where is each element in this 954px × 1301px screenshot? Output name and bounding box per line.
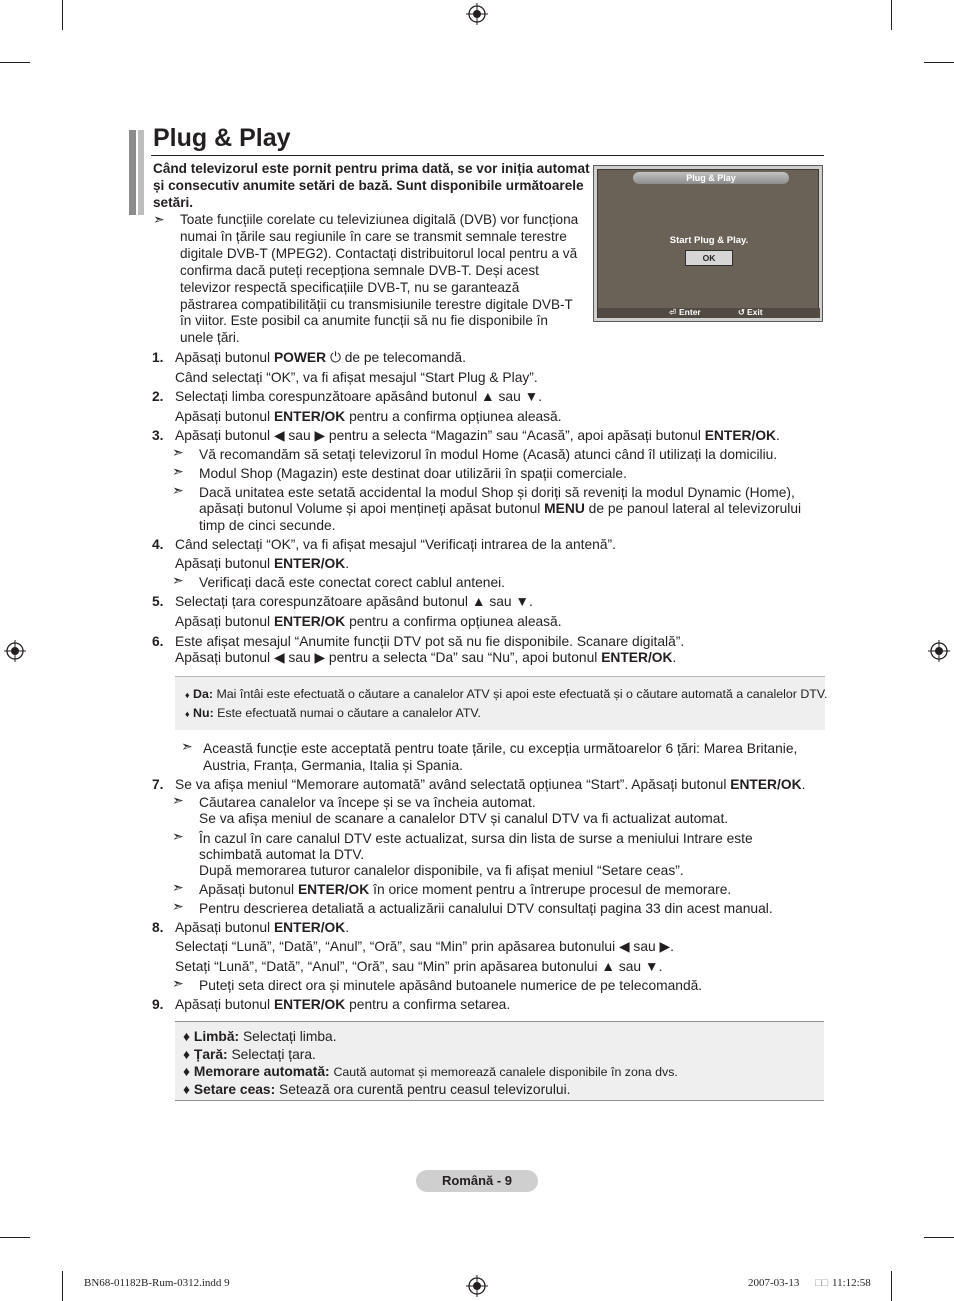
summary-ceas: ♦ Setare ceas: Setează ora curentă pentru ceasul televizorului.	[183, 1082, 571, 1097]
crop-mark	[62, 1271, 63, 1301]
registration-mark-icon	[4, 640, 26, 662]
step-7-note-3: Apăsați butonul ENTER/OK în orice moment pentru a întrerupe procesul de memorare.	[199, 882, 732, 897]
options-box	[175, 676, 828, 730]
step-5-line-2: Apăsați butonul ENTER/OK pentru a confirma opțiunea aleasă.	[175, 614, 562, 629]
step-number: 3.	[152, 428, 164, 443]
bullet-icon: ♦	[183, 1047, 191, 1062]
step-1-line-2: Când selectați “OK”, va fi afișat mesajul “Start Plug & Play”.	[175, 370, 538, 385]
step-8-line-1: Apăsați butonul ENTER/OK.	[175, 920, 350, 935]
note-arrow-icon: ➣	[172, 828, 184, 844]
step-6-note-1b: Austria, Franța, Germania, Italia și Spania.	[203, 758, 463, 773]
option-nu: ♦ Nu: Este efectuată numai o căutare a canalelor ATV.	[185, 706, 481, 720]
osd-screenshot	[593, 165, 823, 322]
step-number: 8.	[152, 920, 164, 935]
bullet-icon: ♦	[183, 1029, 191, 1044]
step-7-line-1: Se va afișa meniul “Memorare automată” având selectată opțiunea “Start”. Apăsați butonul ENTER/OK.	[175, 777, 806, 792]
note-arrow-icon: ➣	[172, 444, 184, 460]
power-icon: ⏻	[329, 350, 341, 365]
step-3-note-1: Vă recomandăm să setați televizorul în modul Home (Acasă) atunci când îl utilizați la domiciliu.	[199, 447, 778, 462]
title-rule	[151, 155, 824, 156]
summary-limba: ♦ Limbă: Selectați limba.	[183, 1029, 337, 1044]
note-arrow-icon: ➣	[172, 463, 184, 479]
step-3-note-3c: timp de cinci secunde.	[199, 518, 336, 533]
bullet-icon: ♦	[185, 690, 190, 700]
step-7-note-2c: După memorarea tuturor canalelor disponibile, va fi afișat meniul “Setare ceas”.	[199, 863, 684, 878]
intro-text: Când televizorul este pornit pentru prima dată, se vor iniția automat și consecutiv anumite setări de bază. Sunt disponibile următoarele setări.	[153, 161, 590, 210]
step-6-note-1a: Această funcție este acceptată pentru toate țările, cu excepția următoarelor 6 țări: Marea Britanie,	[203, 741, 798, 756]
slug-boxes: □□	[815, 1277, 829, 1289]
bullet-icon: ♦	[183, 1082, 191, 1097]
enter-icon: ⏎	[669, 307, 677, 317]
crop-mark	[924, 62, 954, 63]
osd-header: Plug & Play	[633, 172, 789, 184]
step-number: 4.	[152, 537, 164, 552]
slug-date: 2007-03-13	[748, 1277, 800, 1289]
page-number-badge: Română - 9	[416, 1170, 538, 1192]
crop-mark	[0, 1237, 30, 1238]
step-9-line-1: Apăsați butonul ENTER/OK pentru a confirma setarea.	[175, 997, 511, 1012]
summary-box	[175, 1021, 824, 1101]
step-number: 6.	[152, 634, 164, 649]
step-6-line-2: Apăsați butonul ◀ sau ▶ pentru a selecta “Da” sau “Nu”, apoi butonul ENTER/OK.	[175, 650, 677, 665]
osd-screen	[597, 169, 819, 318]
crop-mark	[0, 62, 30, 63]
note-arrow-icon: ➣	[153, 211, 165, 227]
step-2-line-1: Selectați limba corespunzătoare apăsând butonul ▲ sau ▼.	[175, 389, 543, 404]
note-arrow-icon: ➣	[172, 975, 184, 991]
step-7-note-2b: schimbată automat la DTV.	[199, 847, 365, 862]
title-accent-bar	[129, 130, 136, 215]
step-number: 9.	[152, 997, 164, 1012]
bullet-icon: ♦	[185, 709, 190, 719]
step-7-note-4: Pentru descrierea detaliată a actualizării canalului DTV consultați pagina 33 din acest manual.	[199, 901, 773, 916]
note-arrow-icon: ➣	[172, 792, 184, 808]
step-number: 7.	[152, 777, 164, 792]
step-3-note-3a: Dacă unitatea este setată accidental la modul Shop și doriți să reveniți la modul Dynamic (Home),	[199, 485, 795, 500]
step-8-line-3: Setați “Lună”, “Dată”, “Anul”, “Oră”, sau “Min” prin apăsarea butonului ▲ sau ▼.	[175, 959, 663, 974]
registration-mark-icon	[466, 1275, 488, 1297]
note-arrow-icon: ➣	[172, 572, 184, 588]
step-4-line-1: Când selectați “OK”, va fi afișat mesajul “Verificați intrarea de la antenă”.	[175, 537, 616, 552]
note-arrow-icon: ➣	[172, 898, 184, 914]
step-6-line-1: Este afișat mesajul “Anumite funcții DTV pot să nu fie disponibile. Scanare digitală”.	[175, 634, 685, 649]
step-4-line-2: Apăsați butonul ENTER/OK.	[175, 556, 350, 571]
crop-mark	[62, 0, 63, 30]
step-1-line-1: Apăsați butonul POWER ⏻ de pe telecomandă.	[175, 350, 466, 365]
osd-exit-label: Exit	[747, 307, 763, 317]
step-4-note-1: Verificați dacă este conectat corect cablul antenei.	[199, 575, 506, 590]
step-8-line-2: Selectați “Lună”, “Dată”, “Anul”, “Oră”, sau “Min” prin apăsarea butonului ◀ sau ▶.	[175, 939, 674, 954]
note-arrow-icon: ➣	[172, 482, 184, 498]
crop-mark	[891, 1271, 892, 1301]
crop-mark	[891, 0, 892, 30]
step-number: 1.	[152, 350, 164, 365]
step-7-note-1b: Se va afișa meniul de scanare a canalelor DTV și canalul DTV va fi actualizat automat.	[199, 811, 729, 826]
page-title: Plug & Play	[153, 124, 291, 152]
summary-memorare: ♦ Memorare automată: Caută automat și memorează canalele disponibile în zona dvs.	[183, 1064, 678, 1079]
summary-tara: ♦ Țară: Selectați țara.	[183, 1047, 316, 1062]
step-8-note-1: Puteți seta direct ora și minutele apăsând butoanele numerice de pe telecomandă.	[199, 978, 703, 993]
title-accent-bar	[138, 130, 144, 215]
step-2-line-2: Apăsați butonul ENTER/OK pentru a confirma opțiunea aleasă.	[175, 409, 562, 424]
bullet-icon: ♦	[183, 1064, 191, 1079]
intro-note: Toate funcțiile corelate cu televiziunea digitală (DVB) vor funcționa numai în țările sau regiunile în care se transmit semnale terestre digitale DVB-T (MPEG2). Contactați distribuitorul local pentru a vă confirma dacă puteți recepționa semnale DVB-T. Deși acest televizor respectă specificațiile DVB-T, nu se garantează păstrarea compatibilității cu transmisiunile terestre digitale DVB-T în viitor. Este posibil ca anumite funcții să nu fie disponibile în unele țări.	[180, 212, 579, 346]
option-da: ♦ Da: Mai întâi este efectuată o căutare a canalelor ATV și apoi este efectuată și o căutare automată a canalelor DTV.	[185, 687, 828, 701]
step-3-note-3b: apăsați butonul Volume și apoi mențineți apăsat butonul MENU de pe panoul lateral al televizorului	[199, 501, 802, 516]
step-3-note-2: Modul Shop (Magazin) este destinat doar utilizării în spații comerciale.	[199, 466, 627, 481]
crop-mark	[924, 1237, 954, 1238]
step-number: 5.	[152, 594, 164, 609]
registration-mark-icon	[928, 640, 950, 662]
registration-mark-icon	[466, 3, 488, 25]
osd-footer	[598, 308, 820, 318]
step-7-note-2a: În cazul în care canalul DTV este actualizat, sursa din lista de surse a meniului Intrare este	[199, 831, 753, 846]
note-arrow-icon: ➣	[181, 738, 193, 754]
note-arrow-icon: ➣	[172, 879, 184, 895]
osd-message: Start Plug & Play.	[669, 235, 749, 246]
step-7-note-1a: Căutarea canalelor va începe și se va încheia automat.	[199, 795, 536, 810]
osd-enter-label: Enter	[679, 307, 701, 317]
step-3-line-1: Apăsați butonul ◀ sau ▶ pentru a selecta “Magazin” sau “Acasă”, apoi apăsați butonul ENTER/OK.	[175, 428, 780, 443]
exit-icon: ↺	[738, 307, 746, 317]
slug-time: 11:12:58	[832, 1277, 871, 1289]
step-number: 2.	[152, 389, 164, 404]
step-5-line-1: Selectați țara corespunzătoare apăsând butonul ▲ sau ▼.	[175, 594, 533, 609]
file-slug: BN68-01182B-Rum-0312.indd 9	[84, 1277, 230, 1289]
osd-ok-button[interactable]: OK	[685, 250, 733, 266]
